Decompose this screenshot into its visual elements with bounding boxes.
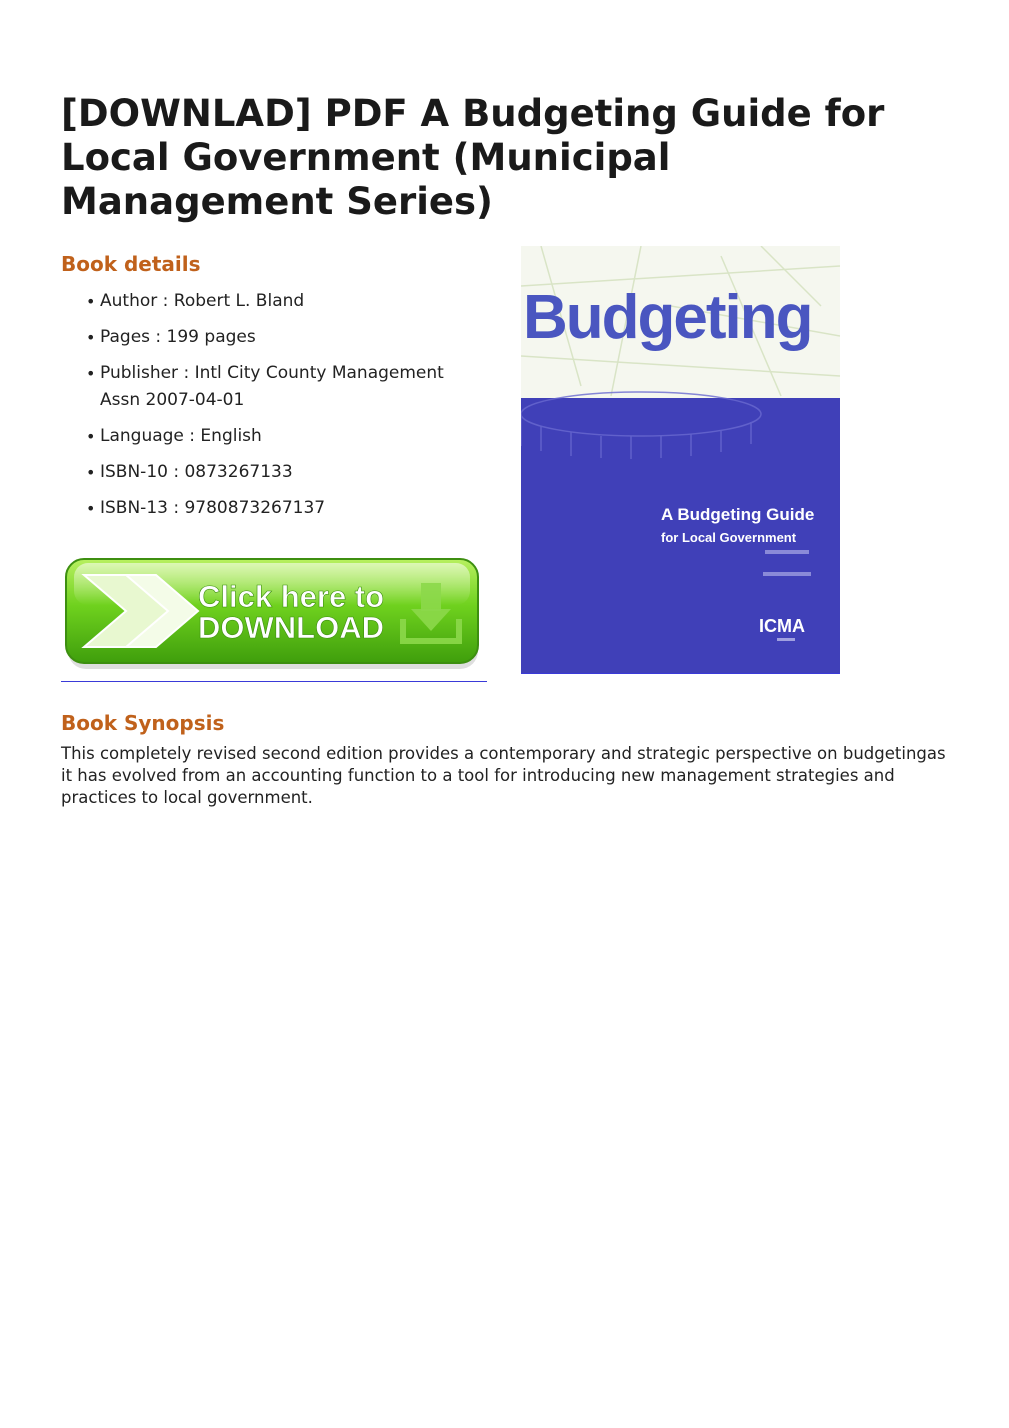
download-button-line2: DOWNLOAD: [198, 610, 384, 645]
detail-pages: • Pages : 199 pages: [86, 324, 486, 351]
download-underline: [61, 681, 487, 682]
cover-subtitle-line2: for Local Government: [661, 530, 797, 545]
detail-isbn10: • ISBN-10 : 0873267133: [86, 459, 486, 486]
cover-subtitle-line1: A Budgeting Guide: [661, 505, 815, 524]
page-title: [DOWNLAD] PDF A Budgeting Guide for Local Government (Municipal Management Series): [61, 92, 885, 223]
book-cover-image: [521, 246, 840, 673]
download-button[interactable]: [64, 557, 482, 672]
detail-publisher: • Publisher : Intl City County Management Assn 2007-04-01: [86, 360, 486, 414]
download-button-line1: Click here to: [198, 579, 385, 614]
book-details-heading: Book details: [61, 252, 201, 276]
detail-isbn13: • ISBN-13 : 9780873267137: [86, 495, 486, 522]
book-details-list: [86, 288, 486, 531]
detail-author: • Author : Robert L. Bland: [86, 288, 486, 315]
book-synopsis-heading: Book Synopsis: [61, 711, 225, 735]
book-synopsis-text: This completely revised second edition provides a contemporary and strategic perspective on budgetingas it has evolved from an accounting function to a tool for introducing new management strategies and practices to local government.: [61, 744, 946, 807]
cover-title: Budgeting: [523, 283, 812, 352]
detail-language: • Language : English: [86, 423, 486, 450]
cover-publisher: ICMA: [759, 616, 805, 636]
cover-underline: [521, 673, 840, 674]
